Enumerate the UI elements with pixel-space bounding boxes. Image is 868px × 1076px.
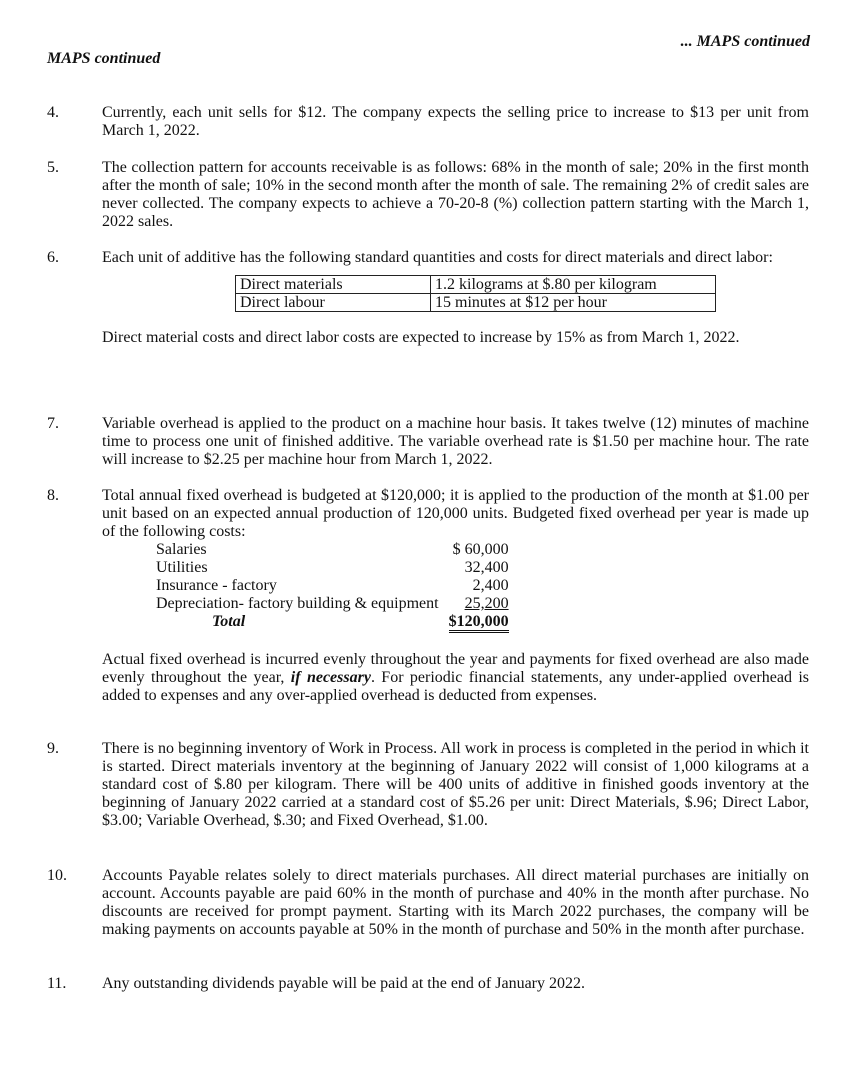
item-number: 11.: [47, 975, 67, 992]
item-text: Accounts Payable relates solely to direct materials purchases. All direct material purchases are initially on account. Accounts payable are paid 60% in the month of purchase and 40% in the month after purchase. No discounts are received for prompt payment. Starting with its March 2022 purchases, the company will be making payments on accounts payable at 50% in the month of purchase and 50% in the month after purchase.: [102, 867, 809, 938]
table-row: [156, 577, 509, 595]
item-number: 5.: [47, 159, 59, 176]
cost-label: Utilities: [156, 559, 208, 576]
table-cell-label: Direct labour: [236, 294, 431, 312]
table-total-row: [156, 613, 509, 631]
list-item-9: [47, 740, 809, 830]
item-number: 4.: [47, 104, 59, 121]
table-row: [236, 294, 716, 312]
item-text: Variable overhead is applied to the product on a machine hour basis. It takes twelve (12) minutes of machine time to process one unit of finished additive. The variable overhead rate is $1.50 per machine hour. The rate will increase to $2.25 per machine hour from March 1, 2022.: [102, 415, 809, 468]
item-text: Each unit of additive has the following standard quantities and costs for direct materials and direct labor:: [102, 249, 773, 266]
list-item-7: [47, 415, 809, 469]
table-row: [156, 559, 509, 577]
list-item-4: [47, 104, 809, 140]
table-cell-value: 15 minutes at $12 per hour: [431, 294, 716, 312]
cost-amount: 32,400: [464, 559, 509, 576]
list-item-10: [47, 867, 809, 939]
table-row: [156, 541, 509, 559]
fixed-overhead-cost-table: [156, 541, 509, 631]
running-header-left: MAPS continued: [47, 50, 161, 67]
table-row: [156, 595, 509, 613]
list-item-5: [47, 159, 809, 231]
total-label: Total: [212, 613, 246, 630]
item-number: 7.: [47, 415, 59, 432]
emphasis-text: if necessary: [290, 669, 371, 686]
item-text: Total annual fixed overhead is budgeted at $120,000; it is applied to the production of the month at $1.00 per unit based on an expected annual production of 120,000 units. Budgeted fixed overhead per year is made up of the following costs:: [102, 487, 809, 540]
table-cell-label: Direct materials: [236, 276, 431, 294]
item-followup-text: [102, 651, 809, 705]
cost-amount: 2,400: [472, 577, 509, 594]
item-text: Currently, each unit sells for $12. The company expects the selling price to increase to $13 per unit from March 1, 2022.: [102, 104, 809, 139]
list-item-6: [47, 249, 809, 347]
total-amount: $120,000: [449, 613, 509, 633]
list-item-11: [47, 975, 809, 993]
running-header-right: ... MAPS continued: [680, 33, 810, 50]
followup-text-start: Actual fixed overhead is incurred evenly throughout the year and payments for fixed overhead are also made evenly throughout the year,: [102, 651, 809, 686]
item-text: The collection pattern for accounts receivable is as follows: 68% in the month of sale; 20% in the first month after the month of sale; 10% in the second month after the month of sale. The remaining 2% of credit sales are never collected. The company expects to achieve a 70-20-8 (%) collection pattern starting with the March 1, 2022 sales.: [102, 159, 809, 230]
item-followup-text: Direct material costs and direct labor costs are expected to increase by 15% as from March 1, 2022.: [102, 329, 740, 346]
item-text: There is no beginning inventory of Work in Process. All work in process is completed in the period in which it is started. Direct materials inventory at the beginning of January 2022 will consist of 1,000 kilograms at a standard cost of $.80 per kilogram. There will be 400 units of additive in finished goods inventory at the beginning of January 2022 carried at a standard cost of $5.26 per unit: Direct Materials, $.96; Direct Labor, $3.00; Variable Overhead, $.30; and Fixed Overhead, $1.00.: [102, 740, 809, 829]
cost-label: Depreciation- factory building & equipment: [156, 595, 439, 612]
item-number: 6.: [47, 249, 59, 266]
cost-label: Salaries: [156, 541, 207, 558]
followup-text-end: . For periodic financial statements, any under-applied overhead is added to expenses and any over-applied overhead is deducted from expenses.: [102, 669, 810, 704]
item-text: Any outstanding dividends payable will be paid at the end of January 2022.: [102, 975, 586, 992]
cost-label: Insurance - factory: [156, 577, 277, 594]
item-number: 8.: [47, 487, 59, 504]
list-item-8: [47, 487, 809, 705]
item-number: 10.: [47, 867, 67, 884]
cost-amount: $ 60,000: [452, 541, 509, 558]
cost-amount: 25,200: [464, 595, 509, 612]
standard-cost-table: [235, 275, 716, 312]
table-row: [236, 276, 716, 294]
table-cell-value: 1.2 kilograms at $.80 per kilogram: [431, 276, 716, 294]
item-number: 9.: [47, 740, 59, 757]
